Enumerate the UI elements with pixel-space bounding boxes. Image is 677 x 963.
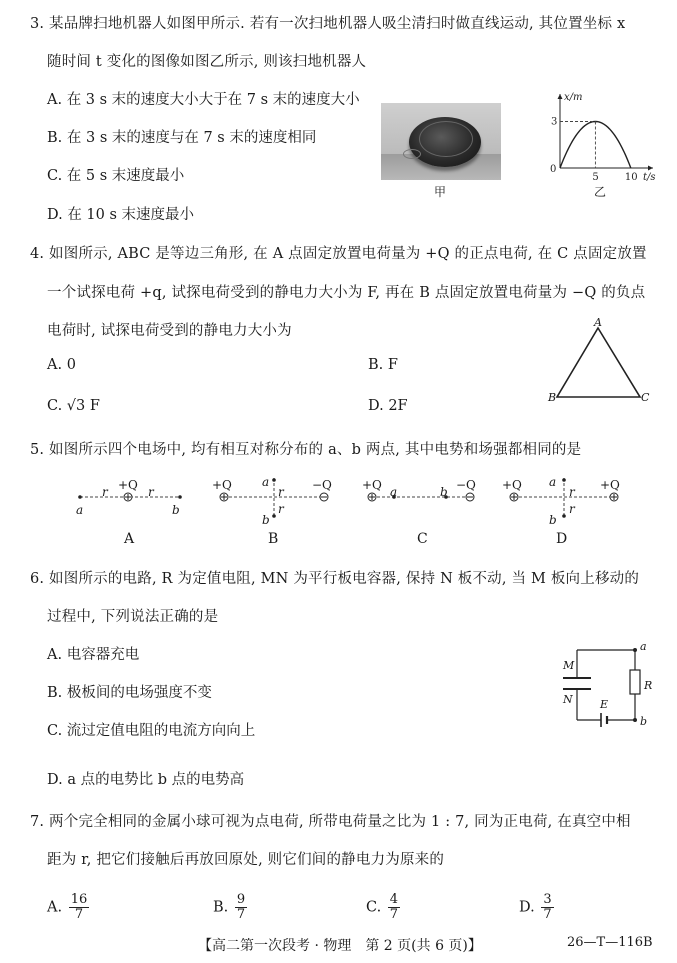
tri-label-c: C [641, 391, 650, 404]
circuit-label-m: M [563, 659, 575, 672]
circuit-label-b: b [640, 715, 648, 728]
page-footer: 【高二第一次段考 · 物理 第 2 页(共 6 页)】 [198, 938, 482, 954]
origin-label: 0 [550, 164, 557, 175]
q4-stem-line1: 4. 如图所示, ABC 是等边三角形, 在 A 点固定放置电荷量为 +Q 的正点电荷, 在 C 点固定放置 [30, 246, 647, 262]
x-axis-arrow [648, 166, 653, 171]
q6-option-d: D. a 点的电势比 b 点的电势高 [47, 772, 245, 788]
circuit-label-a: a [640, 640, 647, 653]
q7-option-b-numerator: 9 [236, 892, 246, 907]
q3-stem-line1: 3. 某品牌扫地机器人如图甲所示. 若有一次扫地机器人吸尘清扫时做直线运动, 其位置坐标 x [30, 16, 626, 32]
fig-b-label-b: b [262, 513, 270, 527]
fig-c-label-b: b [440, 485, 448, 499]
q3-option-b: B. 在 3 s 末的速度与在 7 s 末的速度相同 [47, 130, 317, 146]
q7-option-a-letter: A. [47, 899, 63, 916]
q7-option-c-numerator: 4 [389, 892, 399, 907]
x-axis-label: t/s [643, 172, 656, 183]
q7-option-d-denominator: 7 [543, 907, 552, 922]
y-axis-arrow [558, 94, 563, 99]
fig-d-label-b: b [549, 513, 557, 527]
q7-option-d-letter: D. [519, 899, 535, 916]
q7-option-a-denominator: 7 [74, 907, 84, 922]
fig-b-label-nq: −Q [312, 478, 332, 492]
y-axis-label: x/m [564, 92, 583, 103]
y-tick-label: 3 [551, 116, 558, 128]
q4-stem-line2: 一个试探电荷 +q, 试探电荷受到的静电力大小为 F, 再在 B 点固定放置电荷量为 −Q 的负点 [47, 285, 646, 301]
fig-a-label-r1: r [102, 485, 108, 499]
q3-option-c: C. 在 5 s 末速度最小 [47, 168, 185, 184]
q4-option-a: A. 0 [47, 357, 76, 373]
fig-c-label-nq: −Q [456, 478, 476, 492]
figure-yi-caption: 乙 [594, 185, 607, 199]
fig-d-label-pq2: +Q [600, 478, 620, 492]
fig-b-label-r2: r [278, 502, 284, 516]
q7-stem-line1: 7. 两个完全相同的金属小球可视为点电荷, 所带电荷量之比为 1 : 7, 同为正电荷, 在真空中相 [30, 814, 631, 830]
q7-option-b-denominator: 7 [236, 907, 246, 922]
q4-option-d: D. 2F [368, 398, 408, 414]
q4-stem-line3: 电荷时, 试探电荷受到的静电力大小为 [47, 323, 292, 339]
q6-stem-line2: 过程中, 下列说法正确的是 [47, 609, 219, 625]
fig-b-label-pq: +Q [212, 478, 232, 492]
fig-d-label-r2: r [569, 502, 575, 516]
fig-b-label-a: a [262, 475, 270, 489]
q7-option-c [366, 893, 400, 922]
fig-c-caption: C [417, 531, 428, 547]
fig-d-label-pq1: +Q [502, 478, 522, 492]
fig-a-label-r2: r [148, 485, 154, 499]
q6-stem-line1: 6. 如图所示的电路, R 为定值电阻, MN 为平行板电容器, 保持 N 板不动, 当 M 板向上移动的 [30, 571, 640, 587]
fig-d-label-a: a [549, 475, 557, 489]
x-tick-label-10: 10 [624, 172, 638, 183]
fig-c-label-a: a [390, 485, 398, 499]
q7-option-a-fraction [69, 893, 90, 922]
q7-option-b [213, 893, 247, 922]
fig-b-caption: B [268, 531, 279, 547]
q3-option-d: D. 在 10 s 末速度最小 [47, 207, 195, 223]
q7-stem-line2: 距为 r, 把它们接触后再放回原处, 则它们间的静电力为原来的 [47, 852, 445, 868]
robot-vacuum-photo [381, 103, 501, 180]
circuit-label-r: R [644, 679, 653, 692]
q7-option-d-fraction [541, 893, 553, 922]
x-t-graph [540, 88, 660, 198]
q6-option-b: B. 极板间的电场强度不变 [47, 685, 212, 701]
fig-d-caption: D [556, 531, 568, 547]
q7-option-d-numerator: 3 [543, 892, 552, 907]
fig-d-label-r1: r [569, 485, 575, 499]
q7-option-b-letter: B. [213, 899, 229, 916]
fig-a-label-b: b [172, 503, 180, 517]
q7-option-b-fraction [235, 893, 247, 922]
q7-option-a [47, 893, 89, 922]
q7-option-d [519, 893, 554, 922]
fig-c-label-pq: +Q [362, 478, 382, 492]
page-code: 26—T—116B [567, 935, 653, 950]
fig-a-label-a: a [76, 503, 84, 517]
figure-jia-caption: 甲 [434, 185, 447, 199]
q7-option-c-denominator: 7 [389, 907, 399, 922]
q6-option-c: C. 流过定值电阻的电流方向向上 [47, 723, 256, 739]
circuit-label-e: E [600, 698, 609, 711]
x-tick-label-5: 5 [592, 172, 599, 183]
tri-label-a: A [594, 316, 602, 329]
q4-option-c: C. √3 F [47, 398, 100, 414]
q3-stem-line2: 随时间 t 变化的图像如图乙所示, 则该扫地机器人 [47, 54, 367, 70]
fig-a-label-q: +Q [118, 478, 138, 492]
triangle-abc [557, 328, 640, 397]
q7-option-c-letter: C. [366, 899, 382, 916]
fig-a-caption: A [124, 531, 135, 547]
q6-option-a: A. 电容器充电 [47, 647, 140, 663]
q3-option-a: A. 在 3 s 末的速度大小大于在 7 s 末的速度大小 [47, 92, 360, 108]
circuit-label-n: N [563, 693, 573, 706]
fig-b-label-r1: r [278, 485, 284, 499]
tri-label-b: B [548, 391, 557, 404]
q5-stem-line1: 5. 如图所示四个电场中, 均有相互对称分布的 a、b 两点, 其中电势和场强都相同的是 [30, 442, 582, 458]
q7-option-a-numerator: 16 [70, 892, 88, 907]
q7-option-c-fraction [388, 893, 400, 922]
q4-option-b: B. F [368, 357, 398, 373]
